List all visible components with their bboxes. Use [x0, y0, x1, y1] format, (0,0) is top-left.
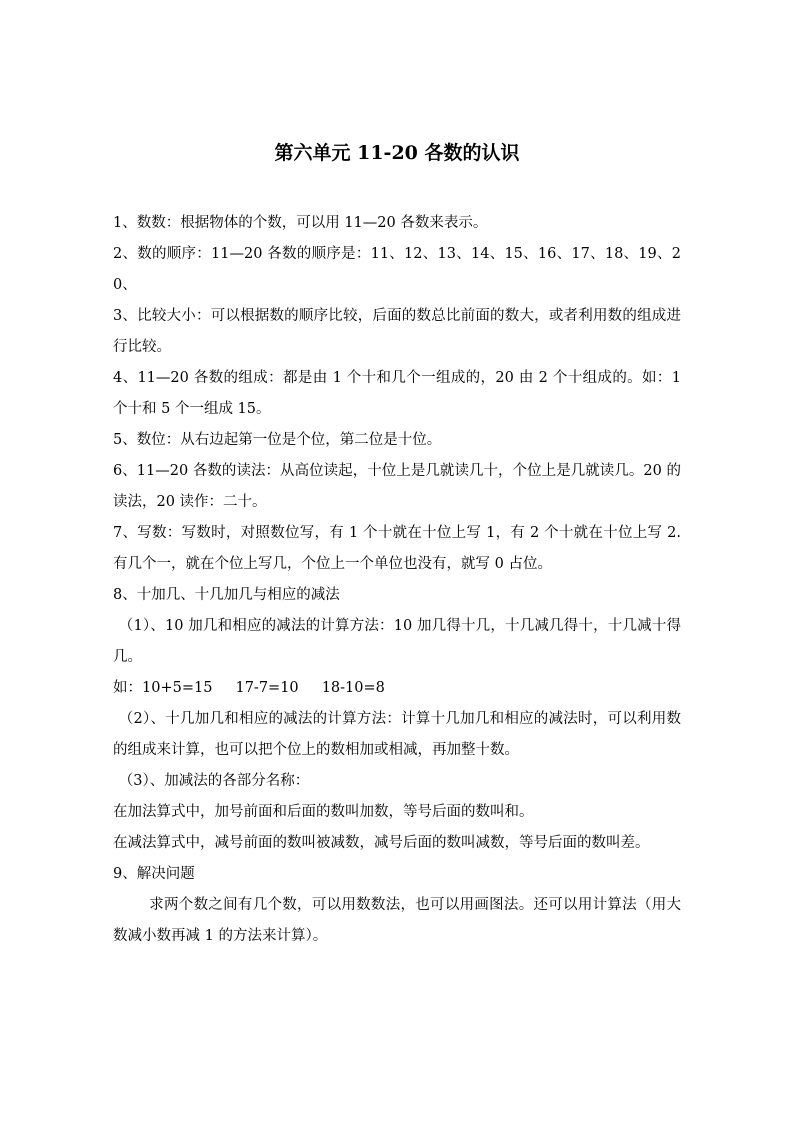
paragraph-number-composition: 4、11—20 各数的组成：都是由 1 个十和几个一组成的，20 由 2 个十组成的。如：1 个十和 5 个一组成 15。 [113, 370, 686, 417]
paragraph-method-3: （3）、加减法的各部分名称： [118, 773, 310, 789]
paragraph-method-2: （2）、十几加几和相应的减法的计算方法：计算十几加几和相应的减法时，可以利用数的组成来计算，也可以把个位上的数相加或相减，再加整十数。 [113, 711, 681, 758]
paragraph-number-order: 2、数的顺序：11—20 各数的顺序是：11、12、13、14、15、16、17、18、19、20、 [113, 246, 681, 293]
paragraph-problem-solving-body: 求两个数之间有几个数，可以用数数法，也可以用画图法。还可以用计算法（用大数减小数再减 1 的方法来计算）。 [113, 897, 681, 944]
paragraph-writing-numbers: 7、写数：写数时，对照数位写，有 1 个十就在十位上写 1，有 2 个十就在十位上写 2.有几个一，就在个位上写几，个位上一个单位也没有，就写 0 占位。 [113, 525, 681, 572]
paragraph-problem-solving-heading: 9、解决问题 [113, 866, 195, 882]
paragraph-example-equations: 如：10+5=15 17-7=10 18-10=8 [113, 680, 385, 696]
paragraph-compare-size: 3、比较大小：可以根据数的顺序比较，后面的数总比前面的数大，或者利用数的组成进行比较。 [113, 308, 681, 355]
paragraph-digit-places: 5、数位：从右边起第一位是个位，第二位是十位。 [113, 432, 442, 448]
paragraph-addition-subtraction-heading: 8、十加几、十几加几与相应的减法 [113, 587, 340, 603]
paragraph-addition-terms: 在加法算式中，加号前面和后面的数叫加数，等号后面的数叫和。 [113, 804, 534, 820]
document-title: 第六单元 11-20 各数的认识 [274, 142, 520, 164]
paragraph-method-1: （1）、10 加几和相应的减法的计算方法：10 加几得十几，十几减几得十，十几减十得几。 [113, 618, 681, 665]
paragraph-subtraction-terms: 在减法算式中，减号前面的数叫被减数，减号后面的数叫减数，等号后面的数叫差。 [113, 835, 650, 851]
paragraph-reading-numbers: 6、11—20 各数的读法：从高位读起，十位上是几就读几十，个位上是几就读几。20 的读法，20 读作：二十。 [113, 463, 681, 510]
paragraph-counting: 1、数数：根据物体的个数，可以用 11—20 各数来表示。 [113, 215, 488, 231]
